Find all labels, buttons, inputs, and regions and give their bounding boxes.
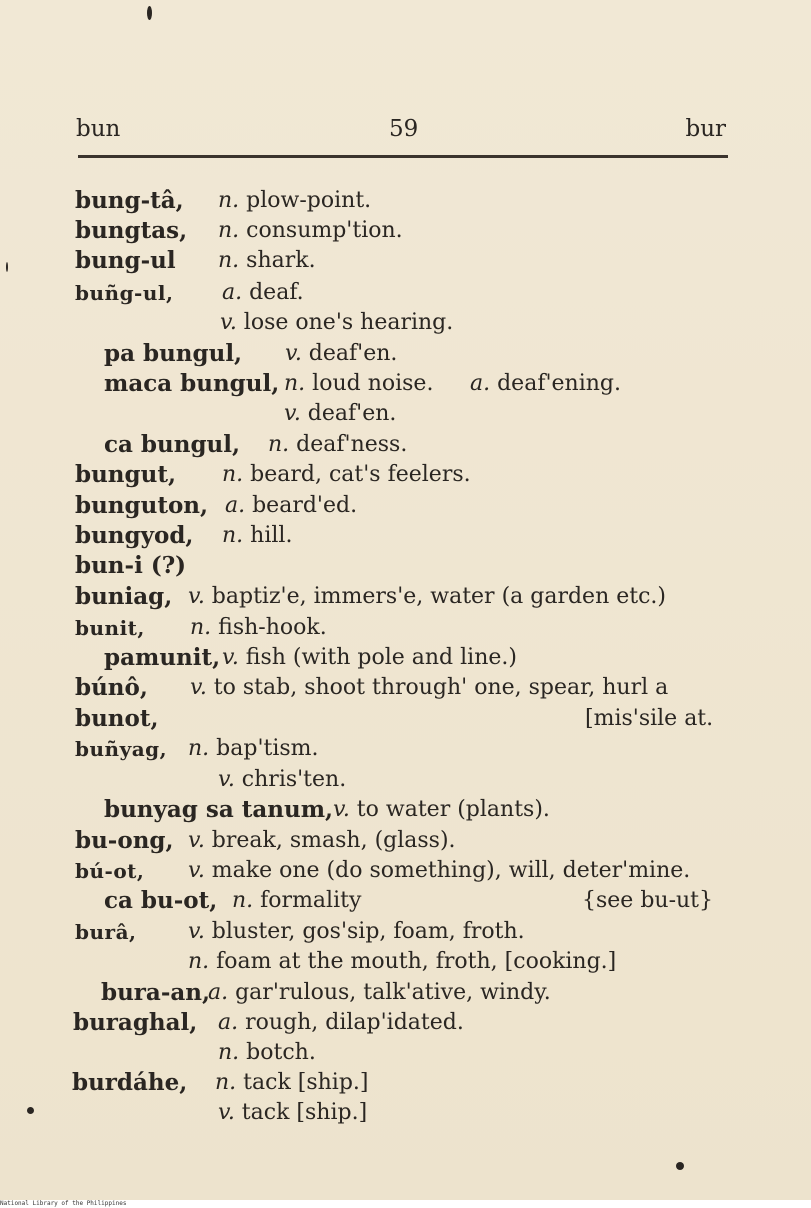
ink-speck xyxy=(676,1162,684,1170)
header-right-guideword: bur xyxy=(685,116,726,142)
ink-speck xyxy=(27,1107,34,1114)
entry-row xyxy=(0,978,811,1008)
headword: buraghal, xyxy=(73,1009,198,1036)
header-left-guideword: bun xyxy=(76,116,121,142)
entry-row xyxy=(0,216,811,246)
entry-row xyxy=(0,795,811,825)
definition: n. loud noise. xyxy=(284,371,434,396)
definition: n. botch. xyxy=(218,1040,316,1065)
entry-row xyxy=(0,765,811,795)
entry-row xyxy=(0,186,811,216)
headword: burâ, xyxy=(75,920,137,944)
entry-row xyxy=(0,308,811,338)
definition: v. break, smash, (glass). xyxy=(188,828,456,853)
entry-row xyxy=(0,369,811,399)
headword: bura-an, xyxy=(101,979,211,1006)
entry-row xyxy=(0,1038,811,1068)
definition: a. gar'rulous, talk'ative, windy. xyxy=(208,980,551,1005)
definition: v. deaf'en. xyxy=(285,341,398,366)
definition: n. plow-point. xyxy=(218,188,372,213)
entry-row xyxy=(0,491,811,521)
entry-row xyxy=(0,246,811,276)
entry-row xyxy=(0,704,811,734)
ink-speck xyxy=(147,6,152,20)
headword: buniag, xyxy=(75,583,173,610)
headword: bung-ul xyxy=(75,247,176,274)
definition: v. chris'ten. xyxy=(218,767,347,792)
definition: a. deaf. xyxy=(222,280,304,305)
headword: bunguton, xyxy=(75,492,209,519)
definition: n. formality xyxy=(232,888,362,913)
headword: búnô, xyxy=(75,674,148,701)
definition: v. lose one's hearing. xyxy=(220,310,454,335)
entry-row xyxy=(0,643,811,673)
headword: pa bungul, xyxy=(104,340,243,367)
entry-row xyxy=(0,460,811,490)
headword: buñyag, xyxy=(75,737,168,761)
headword: maca bungul, xyxy=(104,370,280,397)
definition: n. tack [ship.] xyxy=(215,1070,369,1095)
definition: n. deaf'ness. xyxy=(268,432,408,457)
definition: v. bluster, gos'sip, foam, froth. xyxy=(188,919,525,944)
definition-alt: a. deaf'ening. xyxy=(470,371,621,396)
entry-row xyxy=(0,399,811,429)
entry-row xyxy=(0,551,811,581)
headword: bung-tâ, xyxy=(75,187,184,214)
definition: v. to stab, shoot through' one, spear, hurl a xyxy=(190,675,669,700)
headword: buñg-ul, xyxy=(75,281,174,305)
headword: ca bu-ot, xyxy=(104,887,218,914)
entry-row xyxy=(0,1008,811,1038)
entry-row xyxy=(0,1098,811,1128)
headword: bunot, xyxy=(75,705,159,732)
definition: v. deaf'en. xyxy=(284,401,397,426)
definition: n. beard, cat's feelers. xyxy=(222,462,471,487)
entry-row xyxy=(0,734,811,764)
entry-row xyxy=(0,917,811,947)
definition: n. fish-hook. xyxy=(190,615,327,640)
headword: bungut, xyxy=(75,461,176,488)
headword: bun-i (?) xyxy=(75,552,187,579)
definition: n. foam at the mouth, froth, [cooking.] xyxy=(188,949,617,974)
definition: v. to water (plants). xyxy=(333,797,550,822)
headword: bunit, xyxy=(75,616,145,640)
entry-row xyxy=(0,856,811,886)
ink-speck xyxy=(6,262,8,272)
headword: pamunit, xyxy=(104,644,221,671)
header-rule xyxy=(78,155,728,158)
headword: ca bungul, xyxy=(104,431,240,458)
definition-alt: [mis'sile at. xyxy=(585,706,714,731)
entry-row xyxy=(0,339,811,369)
definition: a. beard'ed. xyxy=(225,493,358,518)
definition-alt: {see bu-ut} xyxy=(582,888,714,913)
page-number: 59 xyxy=(389,116,419,142)
definition: n. consump'tion. xyxy=(218,218,403,243)
headword: bungtas, xyxy=(75,217,188,244)
footer-credit: National Library of the Philippines xyxy=(0,1200,811,1208)
entry-row xyxy=(0,947,811,977)
definition: n. bap'tism. xyxy=(188,736,319,761)
headword: bu-ong, xyxy=(75,827,174,854)
headword: bunyag sa tanum, xyxy=(104,796,334,823)
headword: burdáhe, xyxy=(72,1069,188,1096)
headword: bú-ot, xyxy=(75,859,145,883)
entry-row xyxy=(0,278,811,308)
definition: v. baptiz'e, immers'e, water (a garden etc.) xyxy=(188,584,666,609)
definition: n. hill. xyxy=(222,523,293,548)
entry-row xyxy=(0,1068,811,1098)
definition: v. make one (do something), will, deter'mine. xyxy=(188,858,691,883)
definition: v. tack [ship.] xyxy=(218,1100,368,1125)
entry-row xyxy=(0,886,811,916)
entry-row xyxy=(0,430,811,460)
entry-row xyxy=(0,613,811,643)
entry-row xyxy=(0,826,811,856)
entry-row xyxy=(0,582,811,612)
running-header xyxy=(76,116,726,150)
definition: v. fish (with pole and line.) xyxy=(222,645,517,670)
headword: bungyod, xyxy=(75,522,194,549)
definition: n. shark. xyxy=(218,248,316,273)
definition: a. rough, dilap'idated. xyxy=(218,1010,464,1035)
entry-row xyxy=(0,521,811,551)
entry-row xyxy=(0,673,811,703)
